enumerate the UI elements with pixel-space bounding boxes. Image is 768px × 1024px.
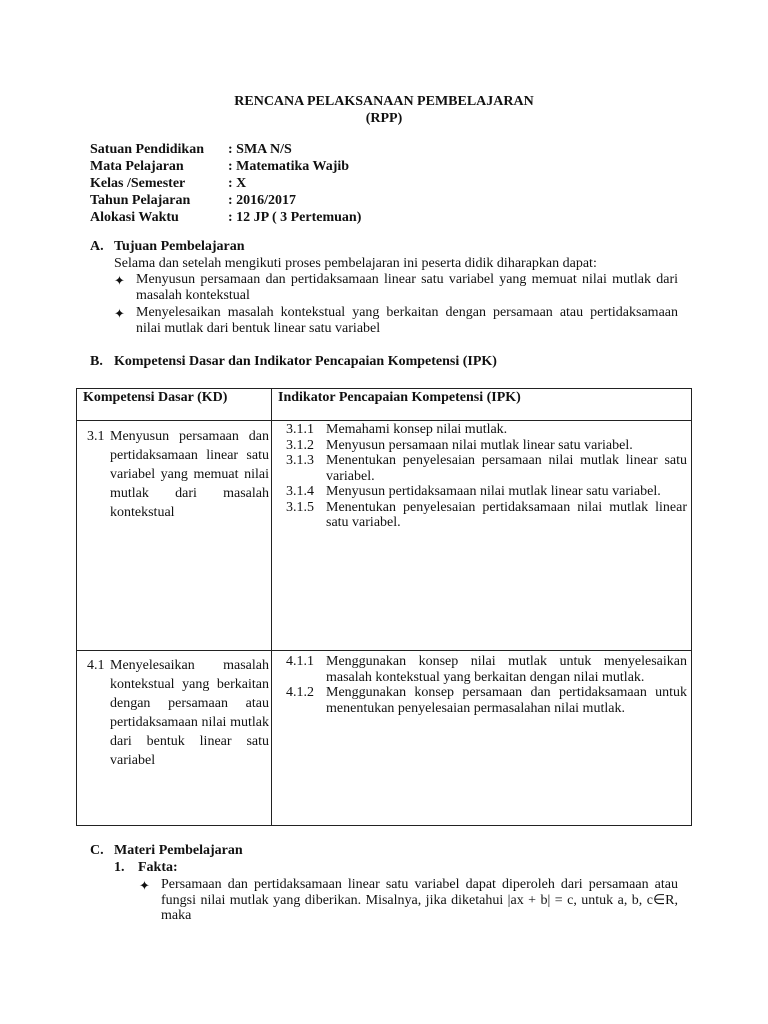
- ipk-text: Memahami konsep nilai mutlak.: [326, 422, 508, 437]
- ipk-number: 3.1.1: [286, 422, 314, 437]
- identity-block: [90, 141, 361, 226]
- section-a-heading: [90, 239, 245, 255]
- section-a-number: A.: [90, 239, 104, 254]
- table-row: [77, 421, 692, 651]
- section-b-number: B.: [90, 354, 103, 369]
- identity-row: [90, 141, 361, 158]
- identity-label: Tahun Pelajaran: [90, 193, 191, 208]
- identity-value: : Matematika Wajib: [228, 159, 350, 174]
- subsection-number: 1.: [114, 860, 125, 875]
- competency-table: [76, 388, 692, 826]
- ipk-number: 4.1.1: [286, 654, 314, 669]
- ipk-text: Menyusun pertidaksamaan nilai mutlak linear satu variabel.: [326, 484, 661, 499]
- identity-label: Mata Pelajaran: [90, 159, 184, 174]
- kd-text: Menyelesaikan masalah kontekstual yang berkaitan dengan persamaan atau pertidaksamaan nilai mutlak dari bentuk linear satu variabel: [110, 658, 269, 768]
- ipk-number: 3.1.3: [286, 453, 314, 468]
- identity-value: : X: [228, 176, 247, 191]
- ipk-text: Menggunakan konsep persamaan dan pertidaksamaan untuk menentukan penyelesaian permasalahan nilai mutlak.: [326, 685, 687, 716]
- subsection-title: Fakta:: [138, 860, 178, 875]
- section-c-title: Materi Pembelajaran: [114, 843, 243, 858]
- bullet-icon: ✦: [114, 273, 125, 288]
- objective-item: Menyusun persamaan dan pertidaksamaan linear satu variabel yang memuat nilai mutlak dari masalah kontekstual: [136, 272, 678, 303]
- section-a-intro: Selama dan setelah mengikuti proses pembelajaran ini peserta didik diharapkan dapat:: [114, 256, 597, 271]
- identity-row: [90, 158, 361, 175]
- kd-text: Menyusun persamaan dan pertidaksamaan linear satu variabel yang memuat nilai mutlak dari masalah kontekstual: [110, 429, 269, 520]
- kd-number: 4.1: [87, 658, 105, 673]
- identity-row: [90, 175, 361, 192]
- ipk-number: 4.1.2: [286, 685, 314, 700]
- fakta-item: Persamaan dan pertidaksamaan linear satu variabel dapat diperoleh dari persamaan atau fungsi nilai mutlak yang diberikan. Misalnya, jika diketahui |ax + b| = c, untuk a, b, c∈R, maka: [161, 877, 678, 923]
- objective-item: Menyelesaikan masalah kontekstual yang berkaitan dengan persamaan atau pertidaksamaan nilai mutlak dari bentuk linear satu variabel: [136, 305, 678, 336]
- section-c-number: C.: [90, 843, 104, 858]
- ipk-number: 3.1.2: [286, 437, 314, 453]
- ipk-item: [286, 685, 687, 716]
- bullet-icon: ✦: [114, 306, 125, 321]
- ipk-item: [286, 500, 687, 531]
- table-header-row: [77, 389, 692, 421]
- ipk-cell: [272, 421, 692, 651]
- kd-cell: [77, 651, 272, 826]
- identity-row: [90, 192, 361, 209]
- subsection-fakta-heading: [114, 860, 178, 876]
- ipk-text: Menggunakan konsep nilai mutlak untuk menyelesaikan masalah kontekstual yang berkaitan dengan nilai mutlak.: [326, 654, 687, 685]
- identity-value: : SMA N/S: [228, 142, 292, 157]
- section-b-heading: [90, 354, 497, 370]
- ipk-text: Menentukan penyelesaian pertidaksamaan nilai mutlak linear satu variabel.: [326, 499, 687, 530]
- bullet-icon: ✦: [139, 878, 150, 893]
- section-a-title: Tujuan Pembelajaran: [114, 239, 245, 254]
- header-ipk: Indikator Pencapaian Kompetensi (IPK): [272, 389, 692, 421]
- ipk-item: [286, 484, 687, 500]
- identity-label: Alokasi Waktu: [90, 210, 179, 225]
- ipk-item: [286, 654, 687, 685]
- identity-value: : 2016/2017: [228, 193, 297, 208]
- section-b-title: Kompetensi Dasar dan Indikator Pencapaian Kompetensi (IPK): [114, 354, 497, 369]
- identity-value: : 12 JP ( 3 Pertemuan): [228, 210, 362, 225]
- ipk-text: Menyusun persamaan nilai mutlak linear satu variabel.: [326, 437, 633, 453]
- kd-cell: [77, 421, 272, 651]
- ipk-number: 3.1.4: [286, 484, 314, 499]
- section-c-heading: [90, 843, 243, 859]
- ipk-item: [286, 453, 687, 484]
- ipk-text: Menentukan penyelesaian persamaan nilai mutlak linear satu variabel.: [326, 453, 687, 484]
- table-row: [77, 651, 692, 826]
- ipk-cell: [272, 651, 692, 826]
- document-subtitle: (RPP): [365, 111, 403, 126]
- ipk-number: 3.1.5: [286, 499, 314, 515]
- document-title: RENCANA PELAKSANAAN PEMBELAJARAN: [234, 94, 534, 109]
- identity-row: [90, 209, 361, 226]
- header-kd: Kompetensi Dasar (KD): [77, 389, 272, 421]
- ipk-item: [286, 422, 687, 438]
- ipk-item: [286, 438, 687, 454]
- kd-number: 3.1: [87, 429, 105, 444]
- identity-label: Satuan Pendidikan: [90, 142, 204, 157]
- identity-label: Kelas /Semester: [90, 176, 186, 191]
